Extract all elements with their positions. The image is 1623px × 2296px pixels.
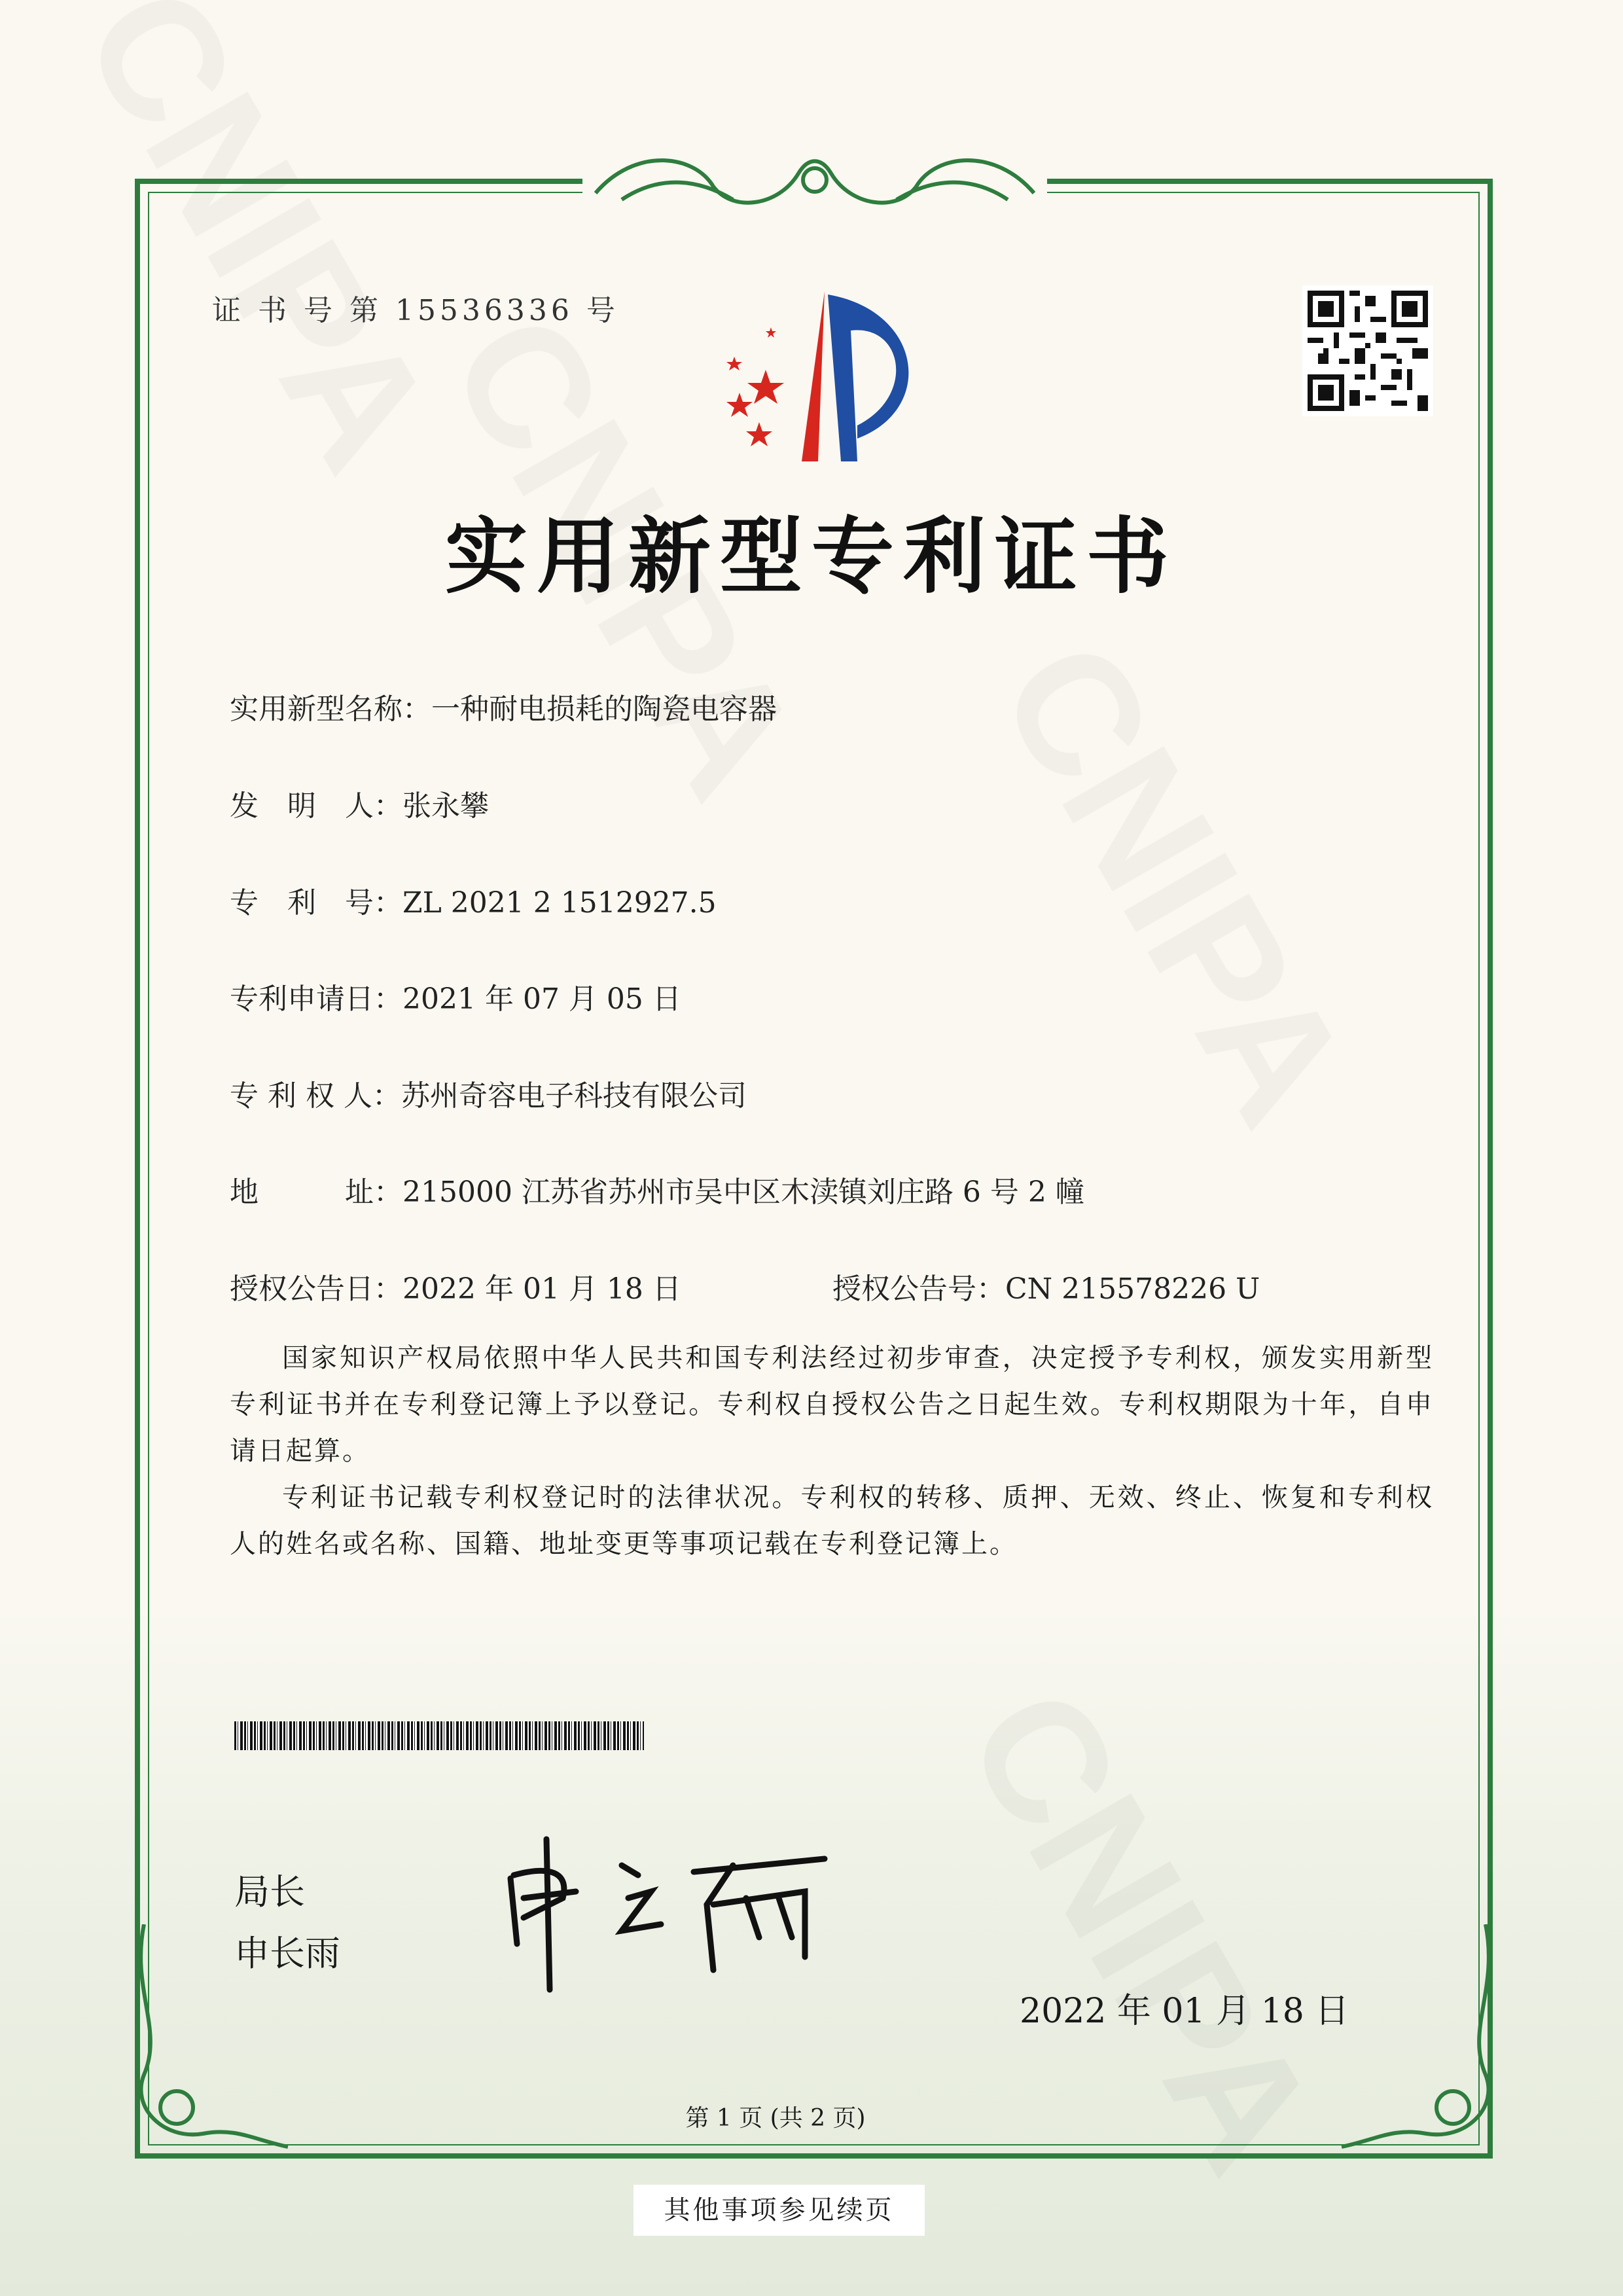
- director-signature: [497, 1826, 838, 1996]
- top-ornament-icon: [582, 134, 1047, 219]
- field-value: ZL 2021 2 1512927.5: [402, 886, 717, 920]
- field-label: 授权公告号：: [832, 1272, 1005, 1306]
- field-address: [230, 1168, 1084, 1210]
- field-label: 授权公告日：: [230, 1272, 402, 1306]
- field-label: 地 址：: [230, 1175, 402, 1209]
- field-label: 专利申请日：: [230, 982, 402, 1016]
- cnipa-logo-icon: [694, 285, 936, 468]
- director-title: 局长: [234, 1871, 305, 1912]
- field-value: 215000 江苏省苏州市吴中区木渎镇刘庄路 6 号 2 幢: [402, 1175, 1084, 1209]
- continued-note: 其他事项参见续页: [633, 2185, 925, 2236]
- field-utility-model-name: [230, 685, 777, 727]
- field-value: 苏州奇容电子科技有限公司: [401, 1079, 747, 1113]
- certificate-statement: [230, 1335, 1434, 1568]
- field-value: 一种耐电损耗的陶瓷电容器: [431, 692, 777, 726]
- field-application-date: [230, 975, 681, 1017]
- field-patentee: [230, 1072, 747, 1114]
- certificate-title: 实用新型专利证书: [445, 508, 1178, 605]
- field-inventor: [230, 782, 489, 824]
- field-value: 张永攀: [402, 789, 489, 823]
- field-label: 专 利 号：: [230, 886, 402, 920]
- field-patent-number: [230, 879, 717, 921]
- issue-date: 2022 年 01 月 18 日: [1020, 1992, 1349, 2031]
- director-name: 申长雨: [234, 1933, 340, 1974]
- certificate-number: 证 书 号 第 15536336 号: [212, 294, 619, 327]
- field-grant-announcement-date: [230, 1265, 681, 1307]
- page-indicator: 第 1 页 (共 2 页): [685, 2105, 866, 2132]
- field-grant-announcement-number: [832, 1265, 1260, 1307]
- statement-paragraph: 国家知识产权局依照中华人民共和国专利法经过初步审查，决定授予专利权，颁发实用新型专利证书并在专利登记簿上予以登记。专利权自授权公告之日起生效。专利权期限为十年，自申请日起算。: [230, 1343, 1434, 1466]
- field-label: 实用新型名称：: [230, 692, 431, 726]
- field-value: 2021 年 07 月 05 日: [402, 982, 681, 1016]
- statement-paragraph: 专利证书记载专利权登记时的法律状况。专利权的转移、质押、无效、终止、恢复和专利权人的姓名或名称、国籍、地址变更等事项记载在专利登记簿上。: [230, 1482, 1434, 1559]
- qr-code: [1302, 285, 1433, 416]
- field-value: CN 215578226 U: [1005, 1272, 1260, 1306]
- barcode: [234, 1721, 644, 1750]
- field-label: 发 明 人：: [230, 789, 402, 823]
- field-value: 2022 年 01 月 18 日: [402, 1272, 681, 1306]
- field-label: 专 利 权 人：: [230, 1079, 401, 1113]
